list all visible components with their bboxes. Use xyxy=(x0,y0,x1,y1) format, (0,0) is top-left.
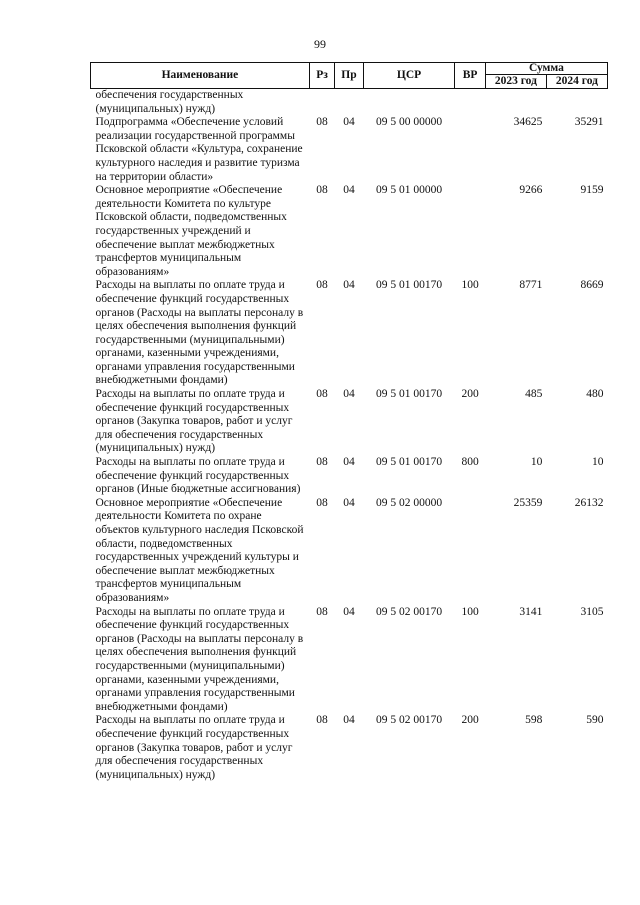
cell-pr: 04 xyxy=(343,388,355,401)
cell-vr: 200 xyxy=(461,388,479,401)
cell-rz: 08 xyxy=(316,388,328,401)
table-row xyxy=(91,184,608,279)
cell-2024: 8669 xyxy=(580,279,604,292)
cell-2024 xyxy=(546,89,607,117)
header-year-2023: 2023 год xyxy=(485,75,546,89)
header-csr: ЦСР xyxy=(363,63,455,89)
cell-2024: 9159 xyxy=(580,184,604,197)
header-name: Наименование xyxy=(91,63,310,89)
cell-csr: 09 5 02 00000 xyxy=(375,496,443,509)
cell-rz: 08 xyxy=(316,496,328,509)
table-row xyxy=(91,456,608,497)
cell-2023: 3141 xyxy=(519,605,543,618)
cell-2023: 34625 xyxy=(513,116,543,129)
cell-2023: 25359 xyxy=(513,496,543,509)
cell-name: Расходы на выплаты по оплате труда и обеспечение функций государственных органов (Расходы на выплаты персоналу в целях обеспечения выполнения функций государственными (муниципальными) органами, казенными учреждениями, органами управления государственными внебюджетными фондами) xyxy=(95,605,304,713)
cell-rz: 08 xyxy=(316,184,328,197)
cell-name: обеспечения государственных (муниципальных) нужд) xyxy=(95,89,244,115)
cell-csr: 09 5 01 00170 xyxy=(375,456,443,469)
cell-name: Расходы на выплаты по оплате труда и обеспечение функций государственных органов (Закупка товаров, работ и услуг для обеспечения государственных (муниципальных) нужд) xyxy=(95,714,293,781)
cell-2023 xyxy=(485,89,546,117)
cell-2023: 8771 xyxy=(519,279,543,292)
cell-pr: 04 xyxy=(343,714,355,727)
table-header xyxy=(91,63,608,89)
header-rz: Рз xyxy=(309,63,334,89)
cell-csr: 09 5 00 00000 xyxy=(375,116,443,129)
cell-vr xyxy=(455,497,486,606)
cell-vr xyxy=(455,89,486,117)
cell-2023: 598 xyxy=(525,714,543,727)
table-row xyxy=(91,714,608,782)
header-pr: Пр xyxy=(335,63,363,89)
cell-name: Расходы на выплаты по оплате труда и обеспечение функций государственных органов (Расходы на выплаты персоналу в целях обеспечения выполнения функций государственными (муниципальными) органами, казенными учреждениями, органами управления государственными внебюджетными фондами) xyxy=(95,279,304,387)
cell-2024: 35291 xyxy=(574,116,604,129)
cell-pr: 04 xyxy=(343,496,355,509)
cell-rz: 08 xyxy=(316,714,328,727)
table-row xyxy=(91,606,608,715)
table-row xyxy=(91,279,608,388)
cell-vr: 100 xyxy=(461,279,479,292)
cell-vr xyxy=(455,184,486,279)
cell-2024: 480 xyxy=(586,388,604,401)
cell-rz: 08 xyxy=(316,279,328,292)
header-sum: Сумма xyxy=(485,63,607,75)
cell-rz: 08 xyxy=(316,116,328,129)
cell-csr: 09 5 01 00170 xyxy=(375,388,443,401)
table-row xyxy=(91,497,608,606)
cell-name: Расходы на выплаты по оплате труда и обеспечение функций государственных органов (Закупка товаров, работ и услуг для обеспечения государственных (муниципальных) нужд) xyxy=(95,388,293,455)
cell-vr: 800 xyxy=(461,456,479,469)
cell-rz: 08 xyxy=(316,456,328,469)
cell-rz: 08 xyxy=(316,605,328,618)
cell-pr: 04 xyxy=(343,605,355,618)
header-year-2024: 2024 год xyxy=(546,75,607,89)
table-body xyxy=(91,89,608,783)
cell-vr: 100 xyxy=(461,605,479,618)
cell-2023: 9266 xyxy=(519,184,543,197)
cell-2023: 10 xyxy=(530,456,543,469)
cell-csr: 09 5 01 00000 xyxy=(375,184,443,197)
cell-pr: 04 xyxy=(343,184,355,197)
cell-name: Основное мероприятие «Обеспечение деятельности Комитета по культуре Псковской области, подведомственных государственных учреждений и обеспечение выплат межбюджетных трансфертов муниципальным образованиям» xyxy=(95,184,287,278)
cell-vr xyxy=(455,116,486,184)
cell-name: Основное мероприятие «Обеспечение деятельности Комитета по охране объектов культурного наследия Псковской области, подведомственных государственных учреждений культуры и обеспечение выплат межбюджетных трансфертов муниципальным образованиям» xyxy=(95,496,304,604)
cell-csr: 09 5 02 00170 xyxy=(375,605,443,618)
cell-name: Расходы на выплаты по оплате труда и обеспечение функций государственных органов (Иные бюджетные ассигнования) xyxy=(95,456,301,496)
cell-csr: 09 5 02 00170 xyxy=(375,714,443,727)
cell-rz xyxy=(309,89,334,117)
cell-vr: 200 xyxy=(461,714,479,727)
cell-2023: 485 xyxy=(525,388,543,401)
budget-table xyxy=(90,62,608,782)
cell-pr: 04 xyxy=(343,116,355,129)
table-row xyxy=(91,89,608,117)
page-number: 99 xyxy=(314,37,326,51)
cell-pr xyxy=(335,89,363,117)
header-vr: ВР xyxy=(455,63,486,89)
cell-pr: 04 xyxy=(343,279,355,292)
table-row xyxy=(91,116,608,184)
cell-csr xyxy=(363,89,455,117)
cell-2024: 10 xyxy=(592,456,604,469)
cell-csr: 09 5 01 00170 xyxy=(375,279,443,292)
cell-2024: 590 xyxy=(586,714,604,727)
table-row xyxy=(91,388,608,456)
cell-name: Подпрограмма «Обеспечение условий реализации государственной программы Псковской области «Культура, сохранение культурного наследия и развитие туризма на территории области» xyxy=(95,116,303,183)
cell-2024: 26132 xyxy=(574,496,604,509)
cell-pr: 04 xyxy=(343,456,355,469)
cell-2024: 3105 xyxy=(580,605,604,618)
